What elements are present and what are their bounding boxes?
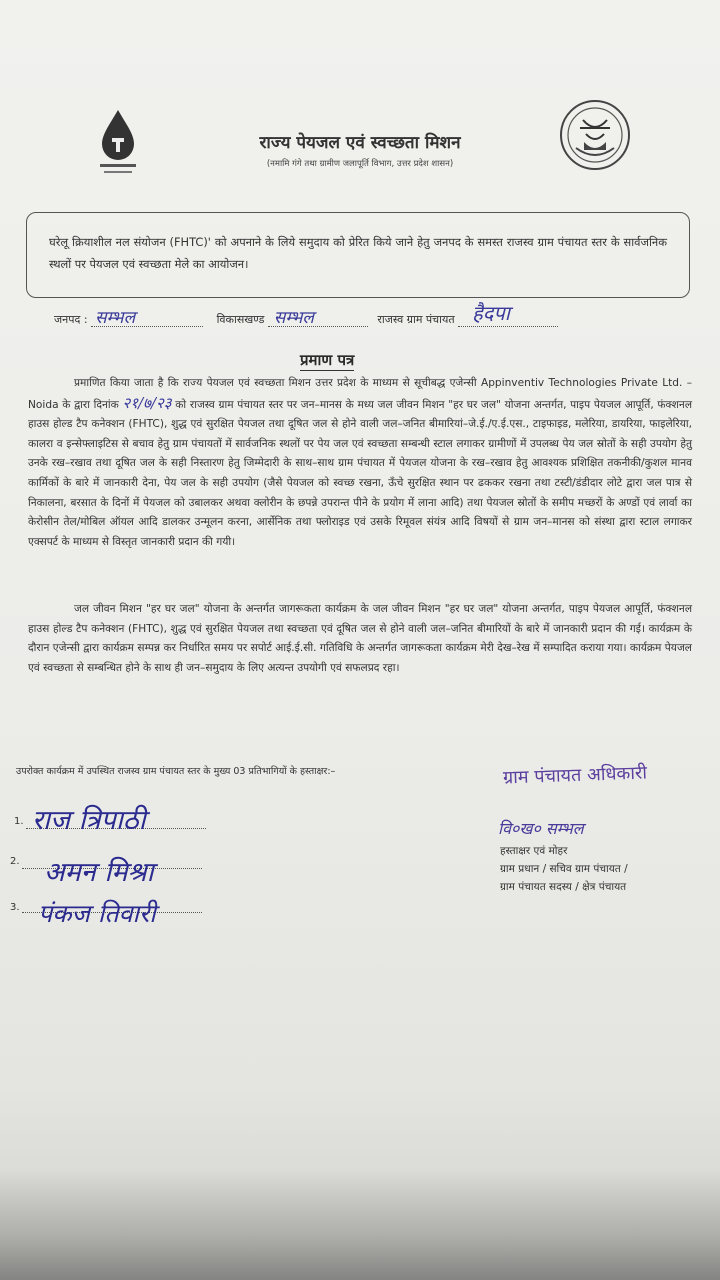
signature-number-3: 3. [10, 902, 20, 913]
signature-2: अमन मिश्रा [44, 857, 154, 888]
mission-subtitle: (नमामि गंगे तथा ग्रामीण जलापूर्ति विभाग, उत्तर प्रदेश शासन) [266, 159, 454, 169]
mission-title: राज्य पेयजल एवं स्वच्छता मिशन [259, 133, 461, 153]
signature-number-2: 2. [10, 856, 20, 867]
signature-1: राज त्रिपाठी [32, 805, 146, 836]
official-stamp [470, 758, 681, 792]
block-label: विकासखण्ड [216, 313, 265, 326]
panchayat-label: राजस्व ग्राम पंचायत [377, 313, 455, 326]
certificate-paragraph-1 [28, 374, 692, 552]
certificate-paragraph-2: जल जीवन मिशन "हर घर जल" योजना के अन्तर्गत जागरूकता कार्यक्रम के जल जीवन मिशन "हर घर जल" योजना अन्तर्गत, पाइप पेयजल आपूर्ति, फंक्शनल हाउस होल्ड टैप कनेक्शन (FHTC), शुद्ध एवं सुरक्षित पेयजल तथा स्वच्छता एवं दूषित जल से होने वाली जल–जनित बीमारियों के बारे में जानकारी प्रदान की गई। कार्यक्रम के दौरान एजेन्सी द्वारा कार्यक्रम सम्पन्न कर निर्धारित समय पर सपोर्ट आई.ई.सी. गतिविधि के अन्तर्गत जागरूकता कार्यक्रम मेरी देख–रेख में सम्पादित कराया गया। कार्यक्रम पेयजल एवं स्वच्छता से सम्बन्धित होने के साथ ही जन–समुदाय के लिए अत्यन्त उपयोगी एवं सफलप्रद रहा। [28, 603, 692, 674]
certificate-heading: प्रमाण पत्र [300, 351, 355, 369]
signatory-block [500, 842, 700, 896]
signature-number-1: 1. [14, 816, 24, 827]
signature-3: पंकज तिवारी [38, 899, 156, 928]
para1-intro: प्रमाणित किया जाता है कि राज्य पेयजल एवं स्वच्छता मिशन उत्तर प्रदेश के माध्यम से सूचीबद्ध एजेन्सी Appinventiv Technologies Private Ltd. – Noida के द्वारा दिनांक [28, 377, 692, 411]
panchayat-value: हैदपा [472, 301, 510, 325]
stamp-line-2: वि०ख० सम्भल [498, 819, 584, 838]
signatory-roles-1: ग्राम प्रधान / सचिव ग्राम पंचायत / [500, 863, 628, 875]
bottom-shadow [0, 1170, 720, 1280]
location-row [54, 301, 558, 328]
attestation-note: उपरोक्त कार्यक्रम में उपस्थित राजस्व ग्राम पंचायत स्तर के मुख्य 03 प्रतिभागियों के हस्ताक्षर:– [16, 766, 336, 777]
district-label: जनपद : [54, 313, 88, 326]
district-value: सम्भल [95, 308, 136, 328]
event-title-box: घरेलू क्रियाशील नल संयोजन (FHTC)' को अपनाने के लिये समुदाय को प्रेरित किये जाने हेतु जनपद के समस्त राजस्व ग्राम पंचायत स्तर के सार्वजनिक स्थलों पर पेयजल एवं स्वच्छता मेले का आयोजन। [26, 212, 690, 298]
signatory-roles-2: ग्राम पंचायत सदस्य / क्षेत्र पंचायत [500, 881, 627, 893]
block-value: सम्भल [273, 308, 314, 328]
para1-body: को राजस्व ग्राम पंचायत स्तर पर जन–मानस के मध्य जल जीवन मिशन "हर घर जल" योजना अन्तर्गत, पाइप पेयजल आपूर्ति, फंक्शनल हाउस होल्ड टैप कनेक्शन (FHTC), शुद्ध एवं सुरक्षित पेयजल तथा दूषित जल से होने वाली जल–जनित बीमारियां–जे.ई./ए.ई.एस., टाइफाइड, मलेरिया, डायरिया, फाइलेरिया, कालरा व इन्सेफ्लाइटिस से बचाव हेतु ग्राम पंचायतों में सार्वजनिक स्थलों पर पेय जल एवं स्वच्छता सम्बन्धी स्टाल लगाकर ग्रामीणों में उपलब्ध पेय जल स्रोतों के सही उपयोग हेतु उनके रख–रखाव तथा दूषित जल के सही निस्तारण हेतु जिम्मेदारी के साथ–साथ ग्राम पंचायत में पेयजल योजना के रख–रखाव हेतु आवश्यक प्रशिक्षित तकनीकी/कुशल मानव कार्मिकों के बारे में जानकारी देना, पेय जल के सही उपयोग (जैसे पेयजल को स्वच्छ रखना, ऊँचे सुरक्षित स्थान पर ढककर रखना तथा टस्टी/डंडीदार लोटे द्वारा जल पात्र से निकालना, बरसात के दिनों में पेयजल को उबालकर अथवा क्लोरीन के छपन्ने उपरान्त पीने के प्रयोग में लाना आदि) तथा पेयजल स्रोतों के समीप मच्छरों के अण्डों एवं लार्वा का केरोसीन तेल/मोबिल ऑयल आदि डालकर उन्मूलन करना, आर्सेनिक तथा फ्लोराइड एवं उसके रिमूवल संयंत्र आदि विषयों से ग्राम जन–मानस को संस्था द्वारा स्टाल लगाकर एक्सपर्ट के माध्यम से विस्तृत जानकारी प्रदान की गयी। [28, 398, 692, 548]
stamp-line-1: ग्राम पंचायत अधिकारी [502, 762, 648, 789]
event-date: २१/७/२३ [122, 393, 172, 412]
sign-seal-label: हस्ताक्षर एवं मोहर [500, 845, 568, 857]
